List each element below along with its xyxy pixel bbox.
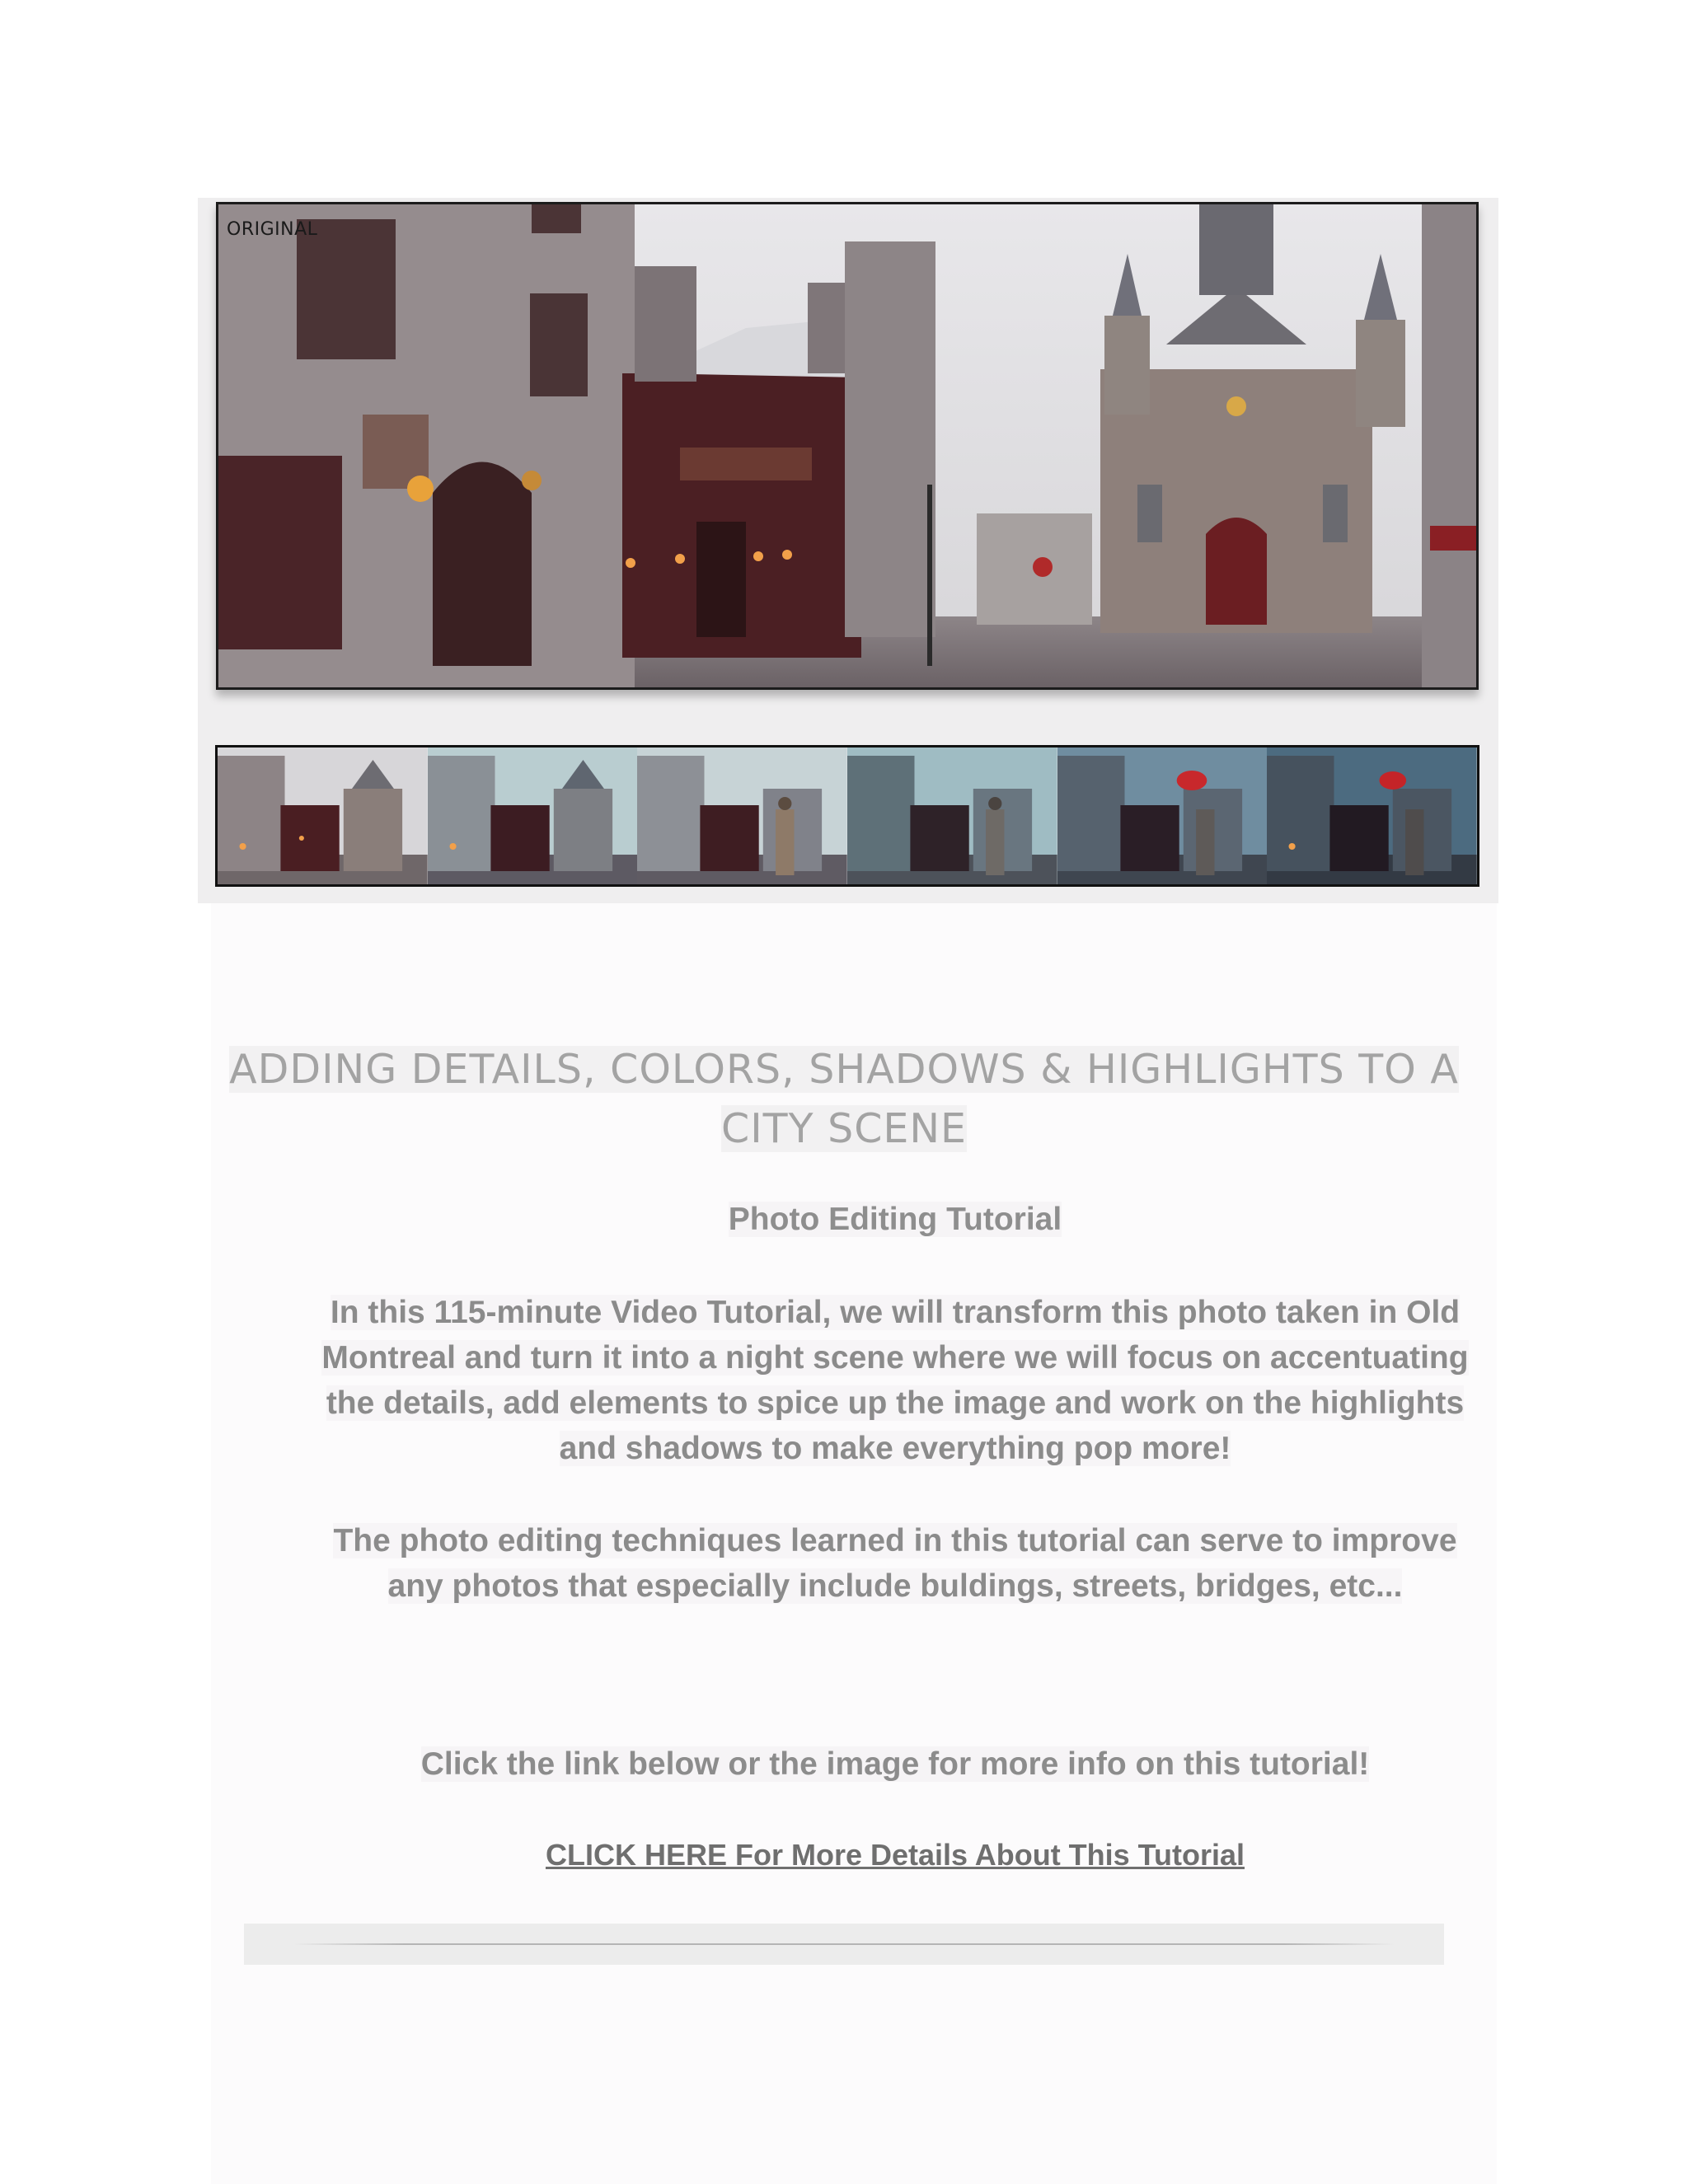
subtitle-text: Photo Editing Tutorial	[728, 1202, 1062, 1237]
description-paragraph	[305, 1290, 1485, 1471]
details-link-container	[211, 1838, 1579, 1872]
page-title	[206, 1040, 1482, 1159]
strip-frame-original	[218, 748, 428, 884]
original-photo[interactable]	[216, 202, 1479, 690]
subtitle	[211, 1202, 1579, 1238]
street-scene-illustration	[218, 204, 1476, 687]
call-to-action-text: Click the link below or the image for more info on this tutorial!	[420, 1746, 1370, 1782]
divider-line	[293, 1943, 1395, 1945]
techniques-paragraph	[312, 1518, 1479, 1609]
description-paragraph-text: In this 115-minute Video Tutorial, we will transform this photo taken in Old Montreal and turn it into a night scene where we will focus on accentuating the details, add elements to spice up the image and work on the highlights and shadows to make everything pop more!	[321, 1295, 1469, 1466]
call-to-action	[211, 1746, 1579, 1783]
strip-frame-cool	[428, 748, 638, 884]
page-title-text: ADDING DETAILS, COLORS, SHADOWS & HIGHLIGHTS TO A CITY SCENE	[229, 1046, 1459, 1152]
hero-image-panel	[198, 198, 1498, 903]
techniques-paragraph-text: The photo editing techniques learned in this tutorial can serve to improve any photos that especially include buldings, streets, bridges, etc...	[333, 1523, 1457, 1604]
original-label: ORIGINAL	[227, 219, 318, 240]
strip-frame-teal	[847, 748, 1057, 884]
divider	[244, 1924, 1444, 1965]
progress-thumbnail-strip[interactable]	[215, 745, 1479, 887]
strip-frame-night	[1267, 748, 1477, 884]
strip-frame-figure	[637, 748, 847, 884]
details-link[interactable]: CLICK HERE For More Details About This Tutorial	[545, 1838, 1245, 1872]
strip-frame-red-umbrella	[1057, 748, 1268, 884]
